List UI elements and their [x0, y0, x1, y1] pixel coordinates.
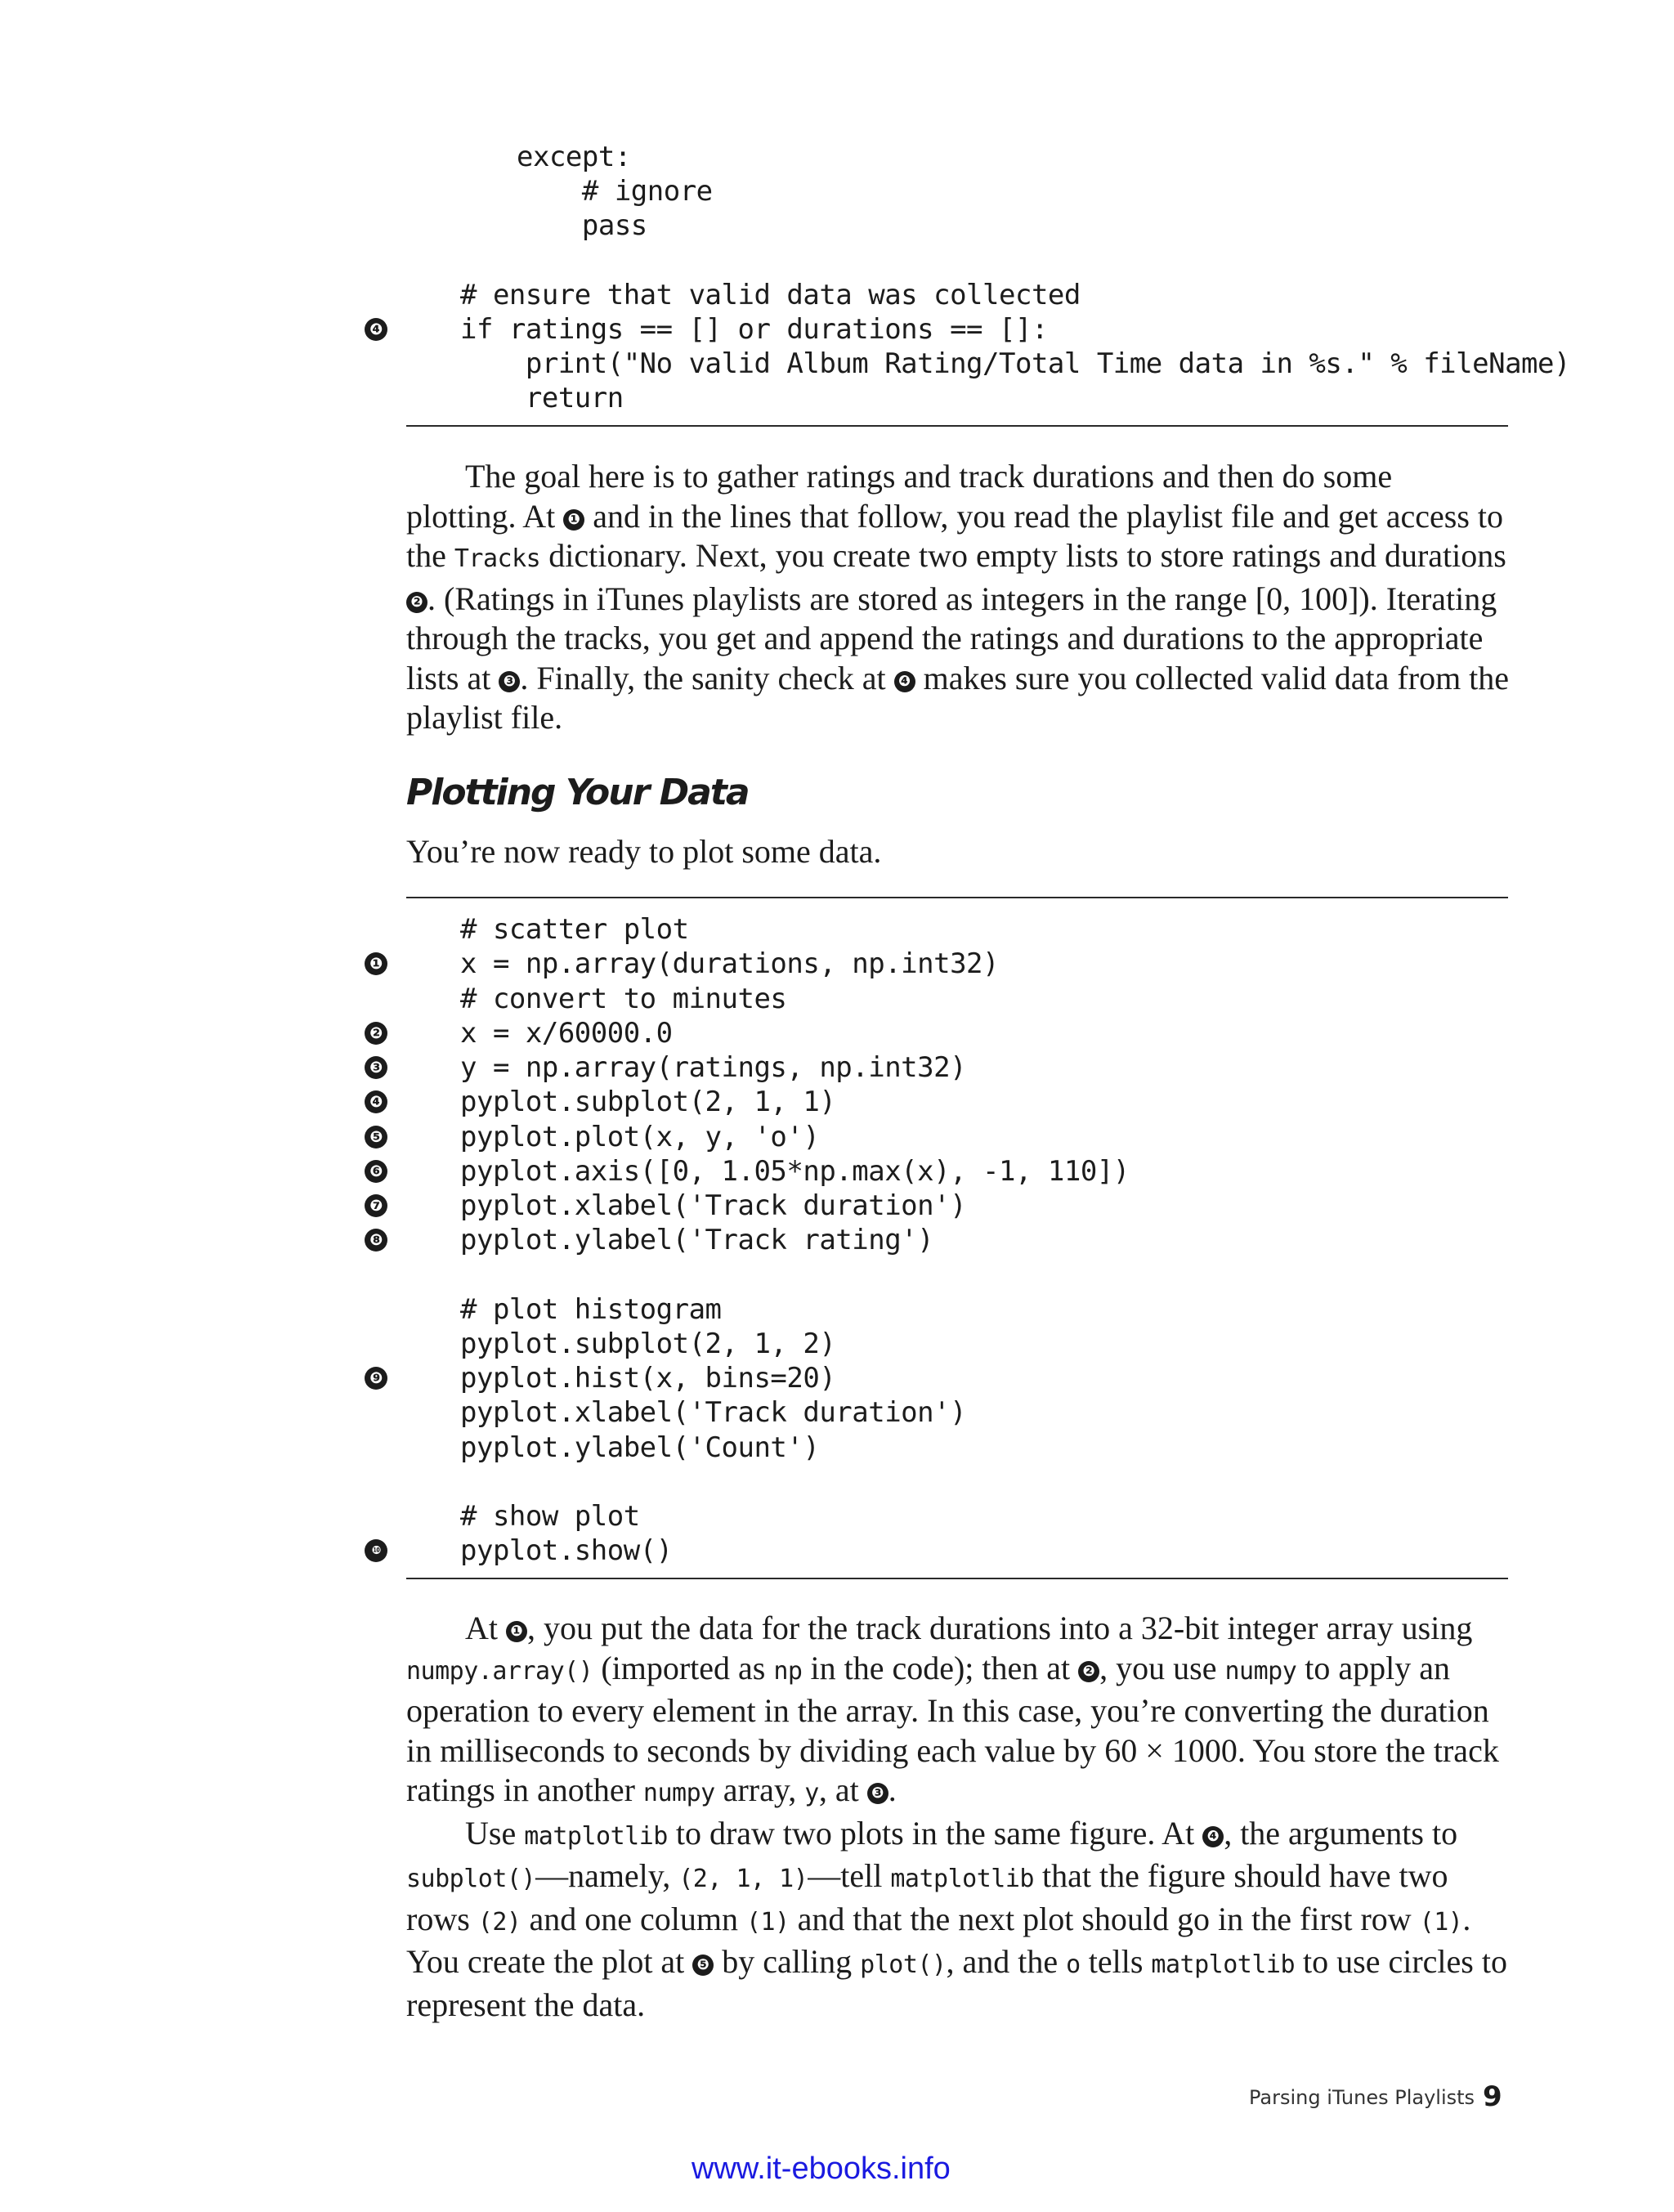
code-text: pyplot.subplot(2, 1, 1) [460, 1086, 836, 1118]
paragraph-2: At ❶ , you put the data for the track durations into a 32-bit integer array using numpy.array() (imported as np in the code); then at ❷ , you use numpy to apply an operation to every element in the array. In this case, you’re converting the duration in milliseconds to seconds by dividing each value by 60 × 1000. You store the track ratings in another numpy array, y, at ❸ . Use matplotlib to draw two plots in the same figure. At ❹ , the arguments to subplot()—namely, (2, 1, 1)—tell matplotlib that the figure should have two rows (2) and one column (1) and that the next plot should go in the first row (1). You create the plot at ❺ by calling plot(), and the o tells matplotlib to use circles to represent the data. [406, 1609, 1510, 2025]
code-text: # scatter plot [460, 913, 689, 946]
code-text: pyplot.subplot(2, 1, 2) [460, 1328, 836, 1360]
code-line [0, 912, 1674, 947]
code-text: # plot histogram [460, 1293, 722, 1326]
callout-5-icon: ❺ [692, 1955, 714, 1976]
section-intro: You’re now ready to plot some data. [406, 833, 882, 870]
callout-5-icon: ❺ [365, 1126, 387, 1149]
divider-rule [406, 425, 1508, 427]
code-text: pyplot.axis([0, 1.05*np.max(x), -1, 110]) [460, 1155, 1130, 1188]
code-text: pyplot.plot(x, y, 'o') [460, 1121, 820, 1153]
callout-3-icon: ❸ [365, 1056, 387, 1079]
callout-7-icon: ❼ [365, 1194, 387, 1217]
code-line [0, 208, 1674, 243]
code-line [0, 1395, 1674, 1430]
code-text: return [460, 382, 624, 414]
code-line [0, 174, 1674, 208]
code-text: # ensure that valid data was collected [460, 279, 1081, 311]
callout-1-icon: ❶ [563, 509, 584, 531]
code-line [0, 347, 1674, 381]
divider-rule [406, 1578, 1508, 1579]
code-text: # ignore [517, 175, 713, 208]
code-line [0, 1050, 1674, 1085]
running-head: Parsing iTunes Playlists [1249, 2086, 1475, 2109]
callout-1-icon: ❶ [365, 952, 387, 975]
code-line [0, 1327, 1674, 1361]
code-text: if ratings == [] or durations == []: [460, 313, 1048, 346]
code-text: pyplot.ylabel('Count') [460, 1431, 820, 1464]
callout-9-icon: ❾ [365, 1367, 387, 1390]
section-heading: Plotting Your Data [406, 772, 749, 813]
code-line [0, 1292, 1674, 1327]
code-text: pass [517, 209, 647, 242]
callout-2-icon: ❷ [365, 1022, 387, 1045]
code-text: x = x/60000.0 [460, 1017, 673, 1050]
code-line [0, 1431, 1674, 1465]
code-text: # show plot [460, 1500, 640, 1533]
callout-1-icon: ❶ [506, 1621, 527, 1642]
callout-8-icon: ❽ [365, 1229, 387, 1252]
code-line [0, 1361, 1674, 1395]
code-text: pyplot.hist(x, bins=20) [460, 1362, 836, 1395]
code-text: except: [517, 141, 631, 173]
callout-4-icon: ❹ [1202, 1826, 1224, 1847]
code-line [0, 1120, 1674, 1154]
code-line [0, 1085, 1674, 1119]
code-line [0, 1016, 1674, 1050]
callout-4-icon: ❹ [365, 1090, 387, 1113]
divider-rule [406, 897, 1508, 898]
code-text: print("No valid Album Rating/Total Time data in %s." % fileName) [460, 347, 1570, 380]
code-line [0, 947, 1674, 981]
page-number: 9 [1483, 2080, 1502, 2113]
code-text: x = np.array(durations, np.int32) [460, 947, 1000, 980]
callout-6-icon: ❻ [365, 1160, 387, 1183]
callout-4-icon: ❹ [894, 671, 915, 692]
callout-4-icon: ❹ [365, 318, 387, 341]
code-line [0, 381, 1674, 415]
code-text: pyplot.ylabel('Track rating') [460, 1224, 934, 1256]
code-line [0, 1189, 1674, 1223]
callout-10-icon: ❿ [365, 1539, 387, 1562]
code-text: pyplot.xlabel('Track duration') [460, 1189, 967, 1222]
website-link[interactable]: www.it-ebooks.info [692, 2152, 951, 2186]
code-line [0, 1154, 1674, 1189]
code-text: # convert to minutes [460, 983, 787, 1015]
callout-2-icon: ❷ [406, 592, 427, 613]
callout-3-icon: ❸ [867, 1783, 888, 1804]
callout-3-icon: ❸ [499, 671, 520, 692]
code-line [0, 982, 1674, 1016]
code-text: y = np.array(ratings, np.int32) [460, 1051, 967, 1084]
code-line [0, 1223, 1674, 1257]
paragraph-1: The goal here is to gather ratings and track durations and then do some plotting. At ❶ and in the lines that follow, you read the playlist file and get access to the Tracks dictionary. Next, you create two empty lists to store ratings and durations ❷ . (Ratings in iTunes playlists are stored as integers in the range [0, 100]). Iterating through the tracks, you get and append the ratings and durations to the appropriate lists at ❸ . Finally, the sanity check at ❹ makes sure you collected valid data from the playlist file. [406, 458, 1510, 736]
code-text: pyplot.xlabel('Track duration') [460, 1396, 967, 1429]
code-line [0, 1534, 1674, 1568]
code-line [0, 140, 1674, 174]
code-line [0, 312, 1674, 347]
paragraph-3: Use matplotlib to draw two plots in the same figure. At ❹ , the arguments to subplot()—namely, (2, 1, 1)—tell matplotlib that the figure should have two rows (2) and one column (1) and that the next plot should go in the first row (1). You create the plot at ❺ by calling plot(), and the o tells matplotlib to use circles to represent the data. [406, 1814, 1507, 2023]
code-text: pyplot.show() [460, 1534, 673, 1567]
callout-2-icon: ❷ [1078, 1661, 1099, 1682]
code-line [0, 1499, 1674, 1534]
code-line [0, 278, 1674, 312]
